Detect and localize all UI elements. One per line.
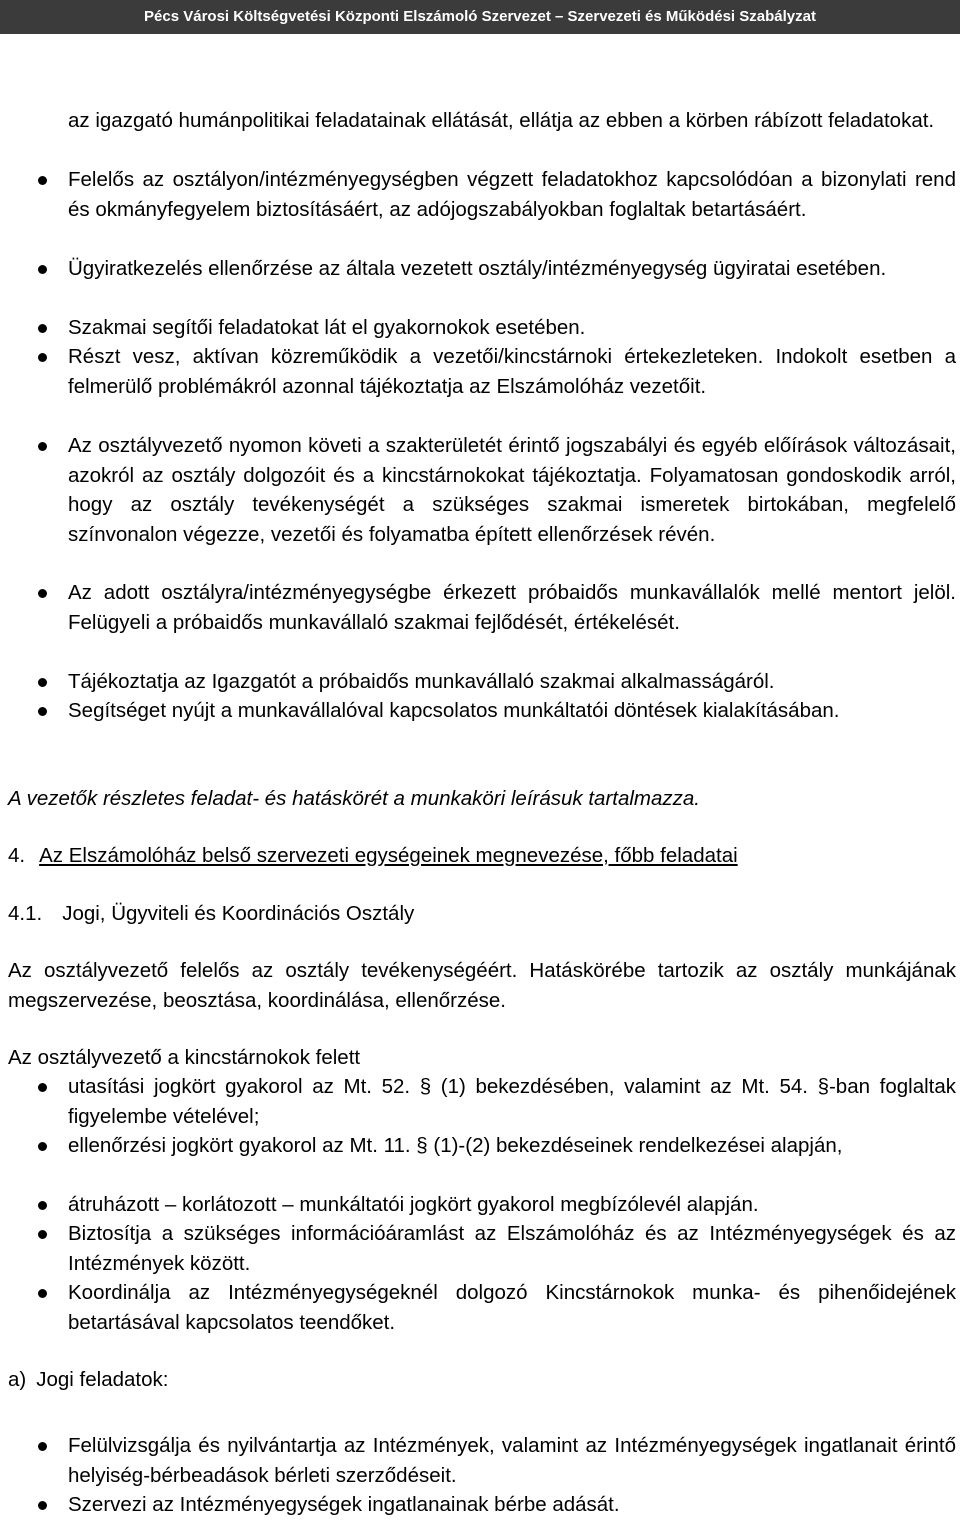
bullet-dot	[38, 1230, 47, 1239]
bullet-dot	[38, 1442, 47, 1451]
italic-note: A vezetők részletes feladat- és hatáskörét a munkaköri leírásuk tartalmazza.	[8, 787, 700, 810]
bullet-dot	[38, 1289, 47, 1298]
list-item: Ügyiratkezelés ellenőrzése az általa vezetett osztály/intézményegység ügyiratai esetében.	[68, 257, 887, 280]
bullet-dot	[38, 265, 47, 274]
intro-continuation: az igazgató humánpolitikai feladatainak ellátását, ellátja az ebben a körben rábízott feladatokat.	[68, 109, 935, 132]
bullet-dot	[38, 176, 47, 185]
bullet-dot	[38, 353, 47, 362]
list-item: Segítséget nyújt a munkavállalóval kapcsolatos munkáltatói döntések kialakításában.	[68, 699, 840, 722]
section-4-1-title: Jogi, Ügyviteli és Koordinációs Osztály	[62, 902, 415, 925]
list-item: Szakmai segítői feladatokat lát el gyakornokok esetében.	[68, 316, 586, 339]
list-item: Az osztályvezető nyomon követi a szakterületét érintő jogszabályi és egyéb előírások változásait, azokról az osztály dolgozóit és a kincstárnokokat tájékoztatja. Folyamatosan gondoskodik arról, hogy az osztály tevékenységét a szükséges szakmai ismeretek birtokában, megfelelő színvonalon végezze, vezetői és folyamatba épített ellenőrzések révén.	[68, 434, 956, 546]
list-item: ellenőrzési jogkört gyakorol az Mt. 11. § (1)-(2) bekezdéseinek rendelkezései alapján,	[68, 1134, 843, 1157]
over-treasurers-paragraph: Az osztályvezető a kincstárnokok felett	[8, 1046, 361, 1069]
list-item: Koordinálja az Intézményegységeknél dolgozó Kincstárnokok munka- és pihenőidejének betartásával kapcsolatos teendőket.	[68, 1281, 956, 1334]
section-4-heading	[8, 841, 956, 871]
bullet-dot	[38, 1142, 47, 1151]
bullet-dot	[38, 1083, 47, 1092]
subsection-a-label: a)	[8, 1368, 27, 1391]
section-4-1-heading	[8, 899, 956, 929]
bullet-dot	[38, 442, 47, 451]
list-item: átruházott – korlátozott – munkáltatói jogkört gyakorol megbízólevél alapján.	[68, 1193, 759, 1216]
list-item: Szervezi az Intézményegységek ingatlanainak bérbe adását.	[68, 1493, 620, 1516]
list-item: Részt vesz, aktívan közreműködik a vezetői/kincstárnoki értekezleteken. Indokolt esetben a felmerülő problémákról azonnal tájékoztatja az Elszámolóház vezetőit.	[68, 345, 956, 398]
subsection-a-heading	[8, 1365, 956, 1395]
subsection-a-title: Jogi feladatok:	[36, 1368, 169, 1391]
section-4-1-number: 4.1.	[8, 902, 43, 925]
bullet-dot	[38, 589, 47, 598]
list-item: Felelős az osztályon/intézményegységben végzett feladatokhoz kapcsolódóan a bizonylati rend és okmányfegyelem biztosításáért, az adójogszabályokban foglaltak betartásáért.	[68, 168, 956, 221]
list-item: Tájékoztatja az Igazgatót a próbaidős munkavállaló szakmai alkalmasságáról.	[68, 670, 775, 693]
page-header	[0, 0, 960, 34]
list-item: Az adott osztályra/intézményegységbe érkezett próbaidős munkavállalók mellé mentort jelöl. Felügyeli a próbaidős munkavállaló szakmai fejlődését, értékelését.	[68, 581, 956, 634]
list-item: utasítási jogkört gyakorol az Mt. 52. § (1) bekezdésében, valamint az Mt. 54. §-ban foglaltak figyelembe vételével;	[68, 1075, 956, 1128]
bullet-dot	[38, 324, 47, 333]
list-item: Biztosítja a szükséges információáramlást az Elszámolóház és az Intézményegységek és az Intézmények között.	[68, 1222, 956, 1275]
bullet-dot	[38, 707, 47, 716]
bullet-dot	[38, 1501, 47, 1510]
section-4-number: 4.	[8, 844, 26, 867]
section-4-title: Az Elszámolóház belső szervezeti egységeinek megnevezése, főbb feladatai	[39, 844, 738, 867]
bullet-dot	[38, 1201, 47, 1210]
bullet-dot	[38, 678, 47, 687]
responsibility-paragraph: Az osztályvezető felelős az osztály tevékenységéért. Hatáskörébe tartozik az osztály munkájának megszervezése, beosztása, koordinálása, ellenőrzése.	[8, 959, 956, 1012]
list-item: Felülvizsgálja és nyilvántartja az Intézmények, valamint az Intézményegységek ingatlanait érintő helyiség-bérbeadások bérleti szerződéseit.	[68, 1434, 956, 1487]
header-title: Pécs Városi Költségvetési Központi Elszámoló Szervezet – Szervezeti és Működési Szabályzat	[144, 8, 816, 25]
